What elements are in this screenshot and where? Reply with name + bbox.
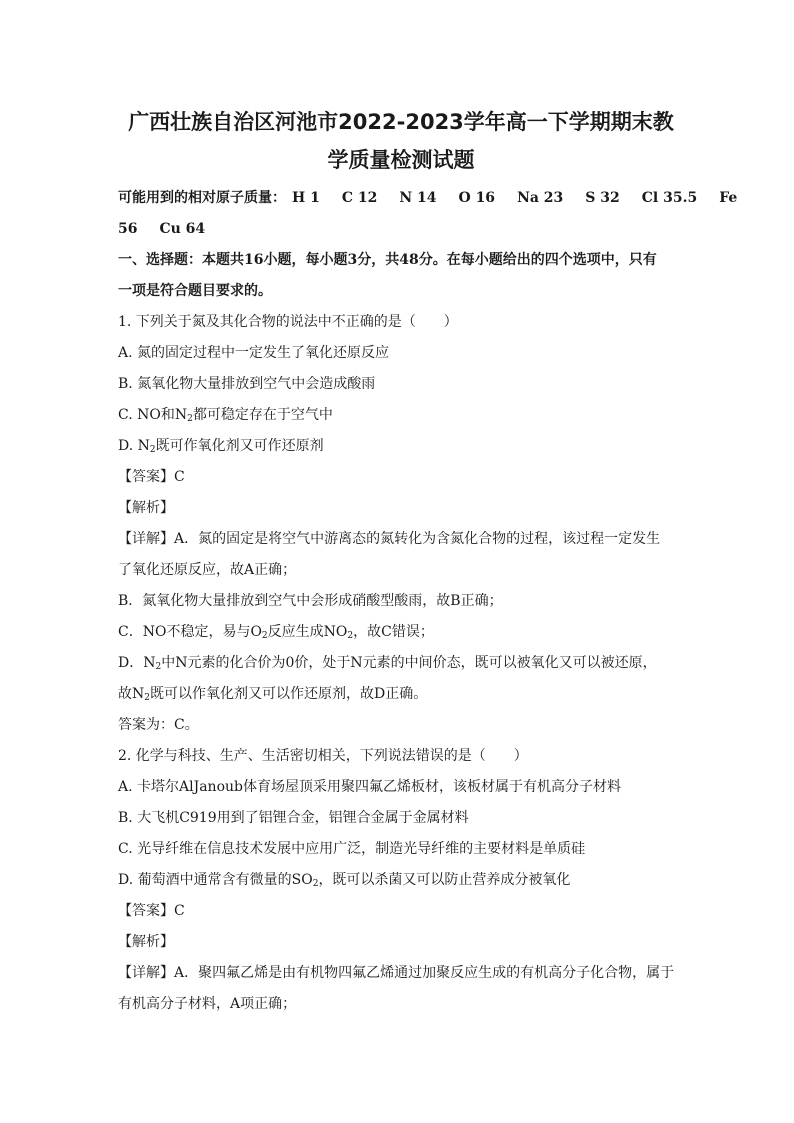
question-1-detail bbox=[118, 679, 684, 710]
question-1-detail: 【详解】A．氮的固定是将空气中游离态的氮转化为含氮化合物的过程，该过程一定发生 bbox=[118, 531, 661, 547]
question-1-option-c bbox=[118, 400, 684, 431]
question-1-conclusion: 答案为：C。 bbox=[118, 717, 199, 733]
atomic-masses-label: 可能用到的相对原子质量： bbox=[118, 190, 286, 206]
title-line-1: 广西壮族自治区河池市2022-2023学年高一下学期期末教 bbox=[128, 110, 674, 134]
mass-item: C 12 bbox=[341, 190, 378, 206]
question-1-detail bbox=[118, 617, 684, 648]
text: 既可作氧化剂又可作还原剂 bbox=[155, 438, 324, 454]
question-1-detail bbox=[118, 648, 684, 679]
question-2-answer: 【答案】C bbox=[118, 903, 185, 919]
mass-item: Cu 64 bbox=[159, 221, 206, 237]
text: 中N元素的化合价为0价，处于N元素的中间价态，既可以被氧化又可以被还原， bbox=[161, 655, 657, 671]
question-2-detail: 有机高分子材料，A项正确； bbox=[118, 996, 297, 1012]
text: 反应生成NO bbox=[267, 624, 348, 640]
question-1-option-d bbox=[118, 431, 684, 462]
subscript: 2 bbox=[261, 631, 268, 641]
mass-item: N 14 bbox=[399, 190, 437, 206]
subscript: 2 bbox=[149, 445, 156, 455]
question-2-option-b: B. 大飞机C919用到了铝锂合金，铝锂合金属于金属材料 bbox=[118, 810, 469, 826]
question-1-stem: 1. 下列关于氮及其化合物的说法中不正确的是（ ） bbox=[118, 314, 458, 330]
subscript: 2 bbox=[187, 414, 193, 424]
subscript: 2 bbox=[312, 879, 319, 889]
question-1-option-b: B. 氮氧化物大量排放到空气中会造成酸雨 bbox=[118, 376, 376, 392]
subscript: 2 bbox=[155, 662, 162, 672]
text: D．N bbox=[118, 655, 156, 671]
question-2-analysis-label: 【解析】 bbox=[118, 934, 174, 950]
subscript: 2 bbox=[144, 693, 150, 703]
text: D. N bbox=[118, 438, 150, 454]
question-1-detail: 了氧化还原反应，故A正确； bbox=[118, 562, 297, 578]
question-1-analysis-label: 【解析】 bbox=[118, 500, 174, 516]
question-2-option-d bbox=[118, 865, 684, 896]
question-2-stem: 2. 化学与科技、生产、生活密切相关，下列说法错误的是（ ） bbox=[118, 748, 528, 764]
page-title bbox=[118, 0, 684, 179]
mass-item: Na 23 bbox=[517, 190, 564, 206]
question-2-option-a: A. 卡塔尔AlJanoub体育场屋顶采用聚四氟乙烯板材，该板材属于有机高分子材料 bbox=[118, 779, 621, 795]
text: 既可以作氧化剂又可以作还原剂，故D正确。 bbox=[149, 686, 428, 702]
text: 故N bbox=[118, 686, 145, 702]
atomic-masses-continued bbox=[118, 214, 684, 245]
section-heading-continued: 一项是符合题目要求的。 bbox=[118, 283, 272, 299]
text: 都可稳定存在于空气中 bbox=[192, 407, 333, 423]
mass-item: Fe bbox=[719, 190, 738, 206]
mass-item: Cl 35.5 bbox=[641, 190, 698, 206]
atomic-masses bbox=[118, 183, 738, 214]
mass-item: S 32 bbox=[585, 190, 620, 206]
question-2-option-c: C. 光导纤维在信息技术发展中应用广泛，制造光导纤维的主要材料是单质硅 bbox=[118, 841, 586, 857]
text: C. NO和N bbox=[118, 407, 188, 423]
question-1-answer: 【答案】C bbox=[118, 469, 185, 485]
section-heading: 一、选择题：本题共16小题，每小题3分，共48分。在每小题给出的四个选项中，只有 bbox=[118, 252, 657, 268]
text: ，故C错误； bbox=[353, 624, 434, 640]
mass-item: H 1 bbox=[292, 190, 320, 206]
question-2-detail: 【详解】A．聚四氟乙烯是由有机物四氟乙烯通过加聚反应生成的有机高分子化合物，属于 bbox=[118, 965, 675, 981]
title-line-2: 学质量检测试题 bbox=[327, 148, 475, 172]
mass-item: 56 bbox=[118, 221, 138, 237]
question-1-detail: B．氮氧化物大量排放到空气中会形成硝酸型酸雨，故B正确； bbox=[118, 593, 503, 609]
text: D. 葡萄酒中通常含有微量的SO bbox=[118, 872, 313, 888]
text: C．NO不稳定，易与O bbox=[118, 624, 262, 640]
subscript: 2 bbox=[347, 631, 354, 641]
text: ，既可以杀菌又可以防止营养成分被氧化 bbox=[318, 872, 571, 888]
question-1-option-a: A. 氮的固定过程中一定发生了氧化还原反应 bbox=[118, 345, 390, 361]
mass-item: O 16 bbox=[458, 190, 496, 206]
